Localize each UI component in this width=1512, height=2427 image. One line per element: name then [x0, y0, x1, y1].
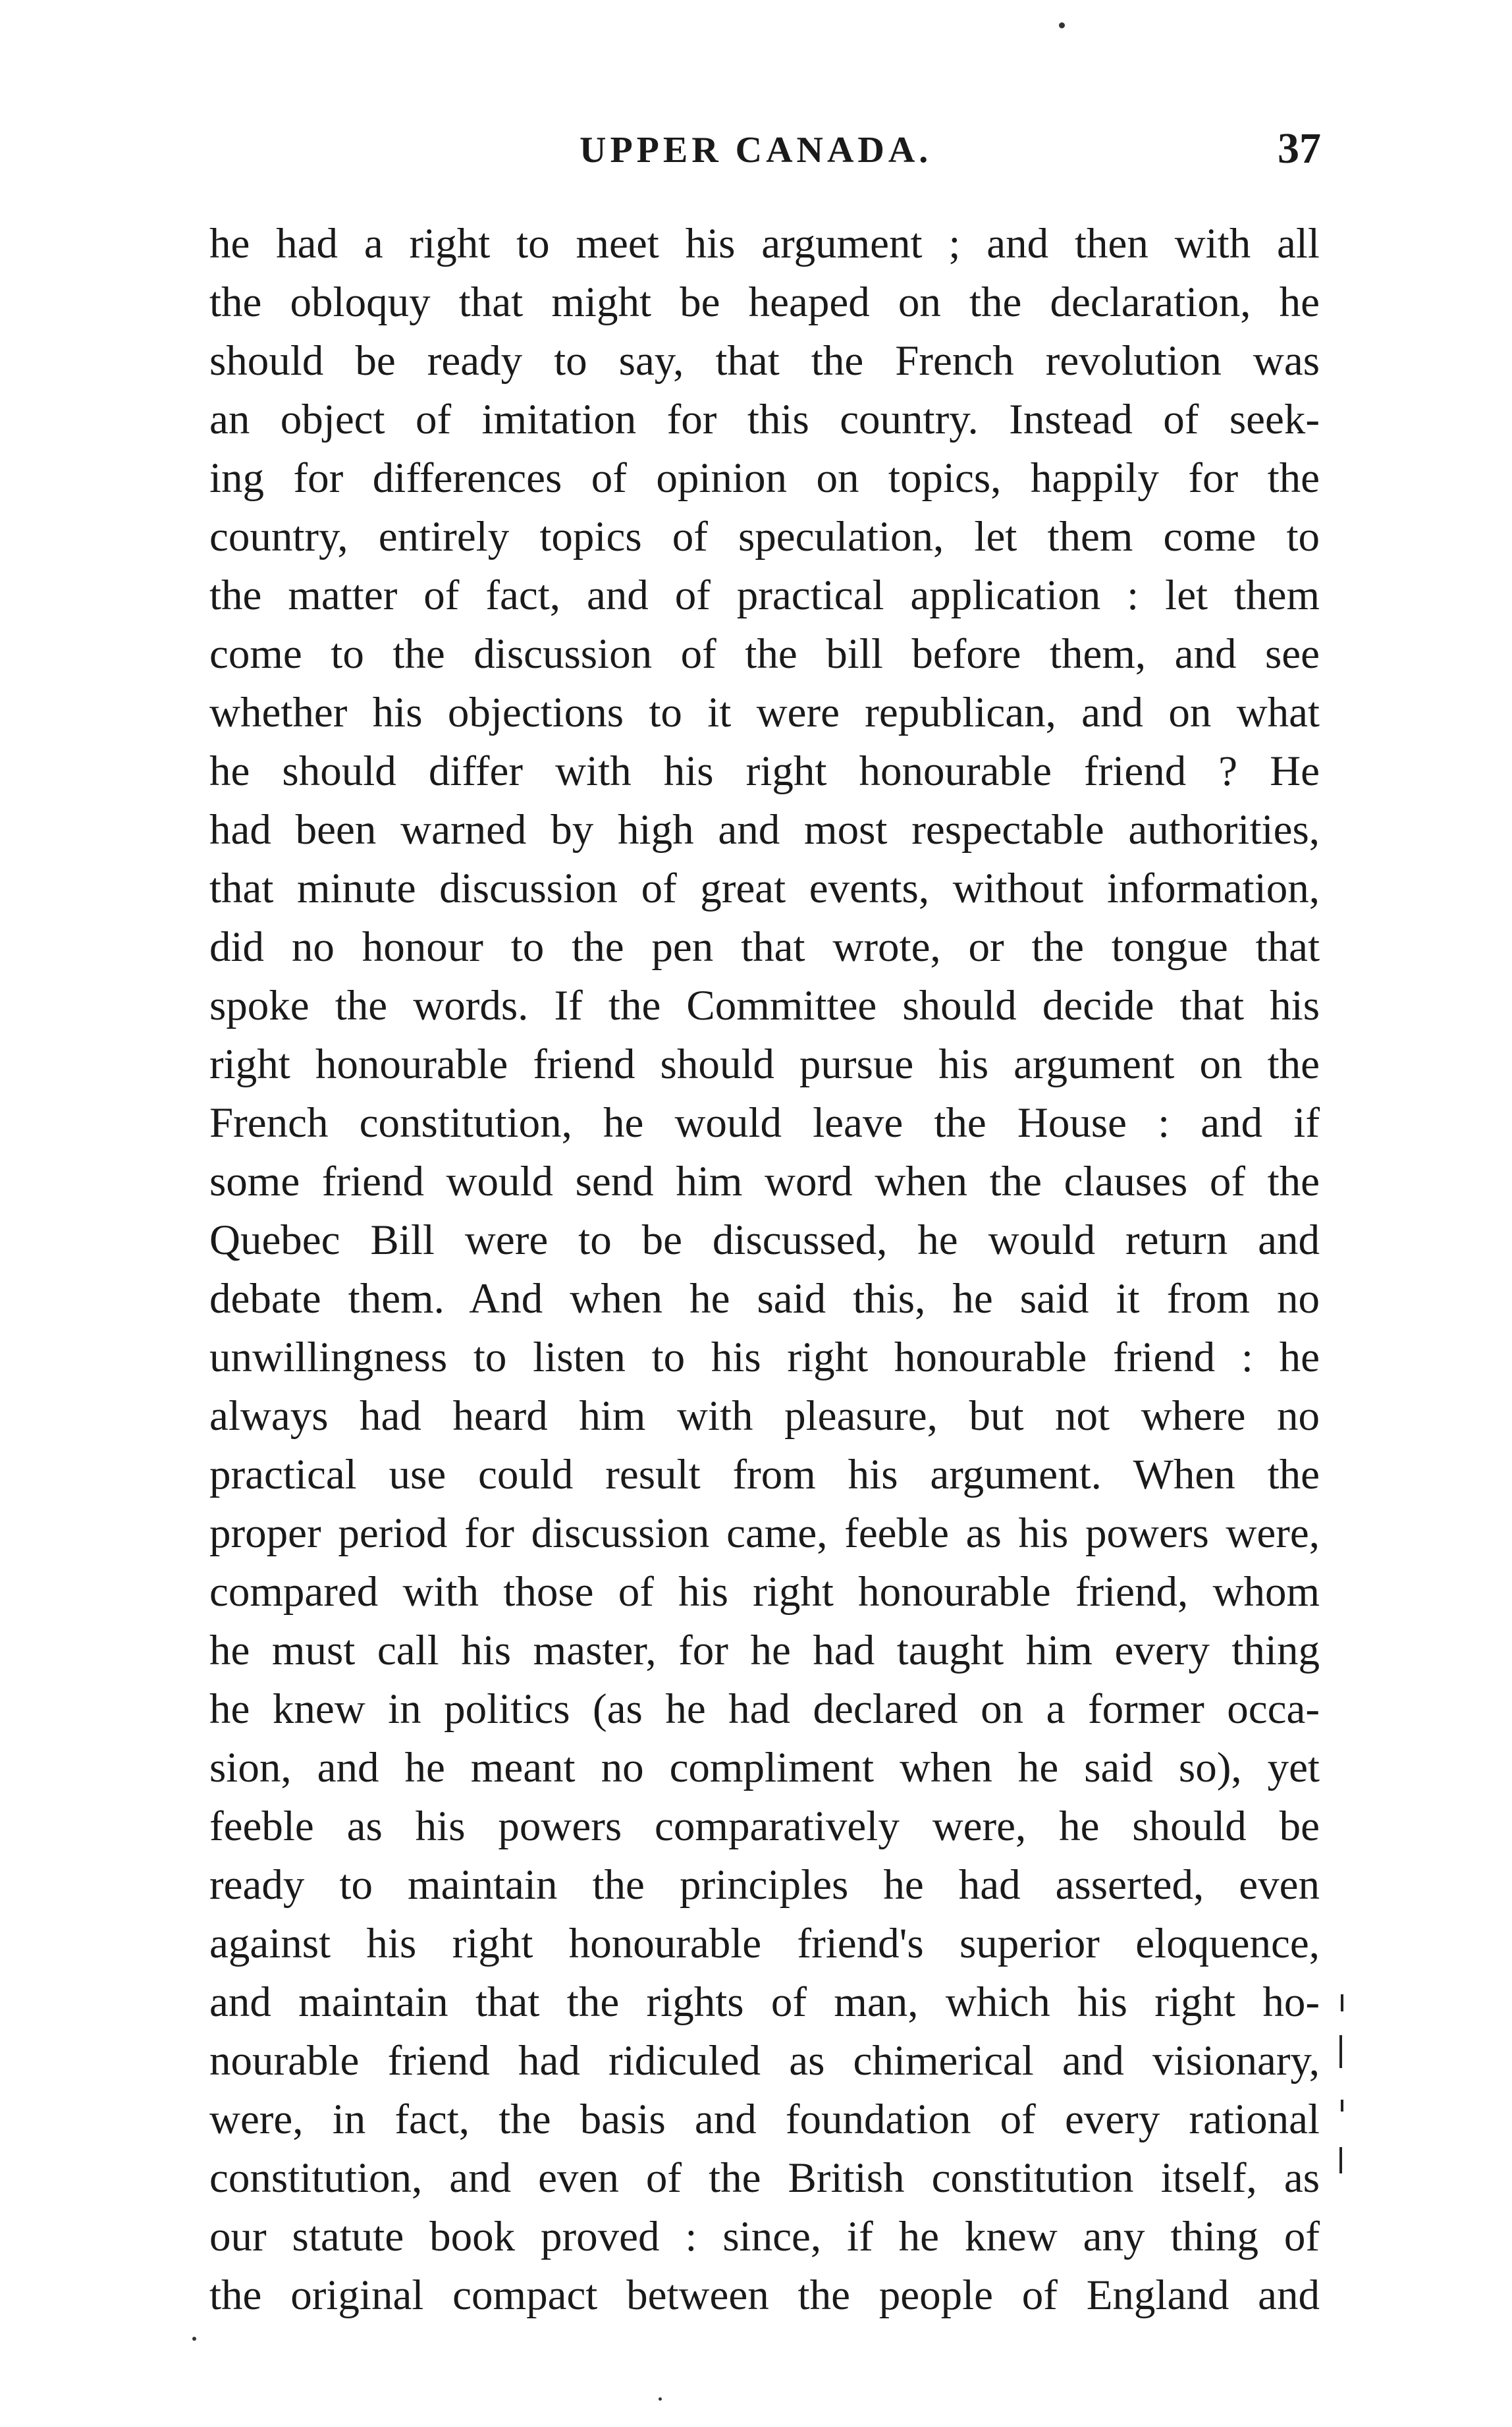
margin-mark	[1341, 1994, 1343, 2011]
text-line: and maintain that the rights of man, which his right ho-	[209, 1978, 1320, 2026]
text-line: he knew in politics (as he had declared on a former occa-	[209, 1685, 1320, 1733]
text-line: come to the discussion of the bill before them, and see	[209, 630, 1320, 678]
text-line: proper period for discussion came, feeble as his powers were,	[209, 1510, 1320, 1557]
ink-speck	[192, 2337, 196, 2341]
text-line: ing for differences of opinion on topics, happily for the	[209, 454, 1320, 502]
text-line: constitution, and even of the British constitution itself, as	[209, 2154, 1320, 2202]
page-number: 37	[1278, 124, 1321, 173]
text-line: French constitution, he would leave the House : and if	[209, 1099, 1320, 1147]
text-line: Quebec Bill were to be discussed, he would return and	[209, 1216, 1320, 1264]
ink-speck	[659, 2397, 662, 2401]
text-line: did no honour to the pen that wrote, or the tongue that	[209, 923, 1320, 971]
text-line: that minute discussion of great events, without information,	[209, 865, 1320, 912]
text-line: ready to maintain the principles he had asserted, even	[209, 1861, 1320, 1909]
text-line: an object of imitation for this country. Instead of seek-	[209, 396, 1320, 443]
text-line: right honourable friend should pursue his argument on the	[209, 1041, 1320, 1088]
margin-mark	[1339, 2035, 1342, 2068]
margin-mark	[1341, 2100, 1343, 2112]
text-line: always had heard him with pleasure, but not where no	[209, 1392, 1320, 1440]
margin-mark	[1339, 2147, 1342, 2173]
text-line: feeble as his powers comparatively were, he should be	[209, 1803, 1320, 1850]
text-line: debate them. And when he said this, he said it from no	[209, 1275, 1320, 1323]
text-line: country, entirely topics of speculation, let them come to	[209, 513, 1320, 560]
text-line: unwillingness to listen to his right honourable friend : he	[209, 1334, 1320, 1381]
text-line: he should differ with his right honourable friend ? He	[209, 748, 1320, 795]
text-line: whether his objections to it were republican, and on what	[209, 689, 1320, 736]
text-line: had been warned by high and most respectable authorities,	[209, 806, 1320, 854]
running-title: UPPER CANADA.	[580, 130, 932, 171]
text-line: he had a right to meet his argument ; and then with all	[209, 220, 1320, 267]
ink-speck	[1059, 22, 1065, 28]
running-head	[0, 124, 1512, 182]
text-line: the original compact between the people of England and	[209, 2272, 1320, 2319]
text-line: compared with those of his right honourable friend, whom	[209, 1568, 1320, 1616]
text-line: some friend would send him word when the clauses of the	[209, 1158, 1320, 1205]
text-line: he must call his master, for he had taught him every thing	[209, 1627, 1320, 1674]
text-line: the matter of fact, and of practical application : let them	[209, 572, 1320, 619]
text-line: our statute book proved : since, if he knew any thing of	[209, 2213, 1320, 2260]
text-line: spoke the words. If the Committee should decide that his	[209, 982, 1320, 1029]
text-line: should be ready to say, that the French revolution was	[209, 337, 1320, 385]
text-line: sion, and he meant no compliment when he said so), yet	[209, 1744, 1320, 1791]
text-line: the obloquy that might be heaped on the declaration, he	[209, 279, 1320, 326]
text-line: nourable friend had ridiculed as chimerical and visionary,	[209, 2037, 1320, 2085]
text-line: practical use could result from his argument. When the	[209, 1451, 1320, 1498]
text-line: against his right honourable friend's superior eloquence,	[209, 1920, 1320, 1967]
text-line: were, in fact, the basis and foundation of every rational	[209, 2096, 1320, 2143]
